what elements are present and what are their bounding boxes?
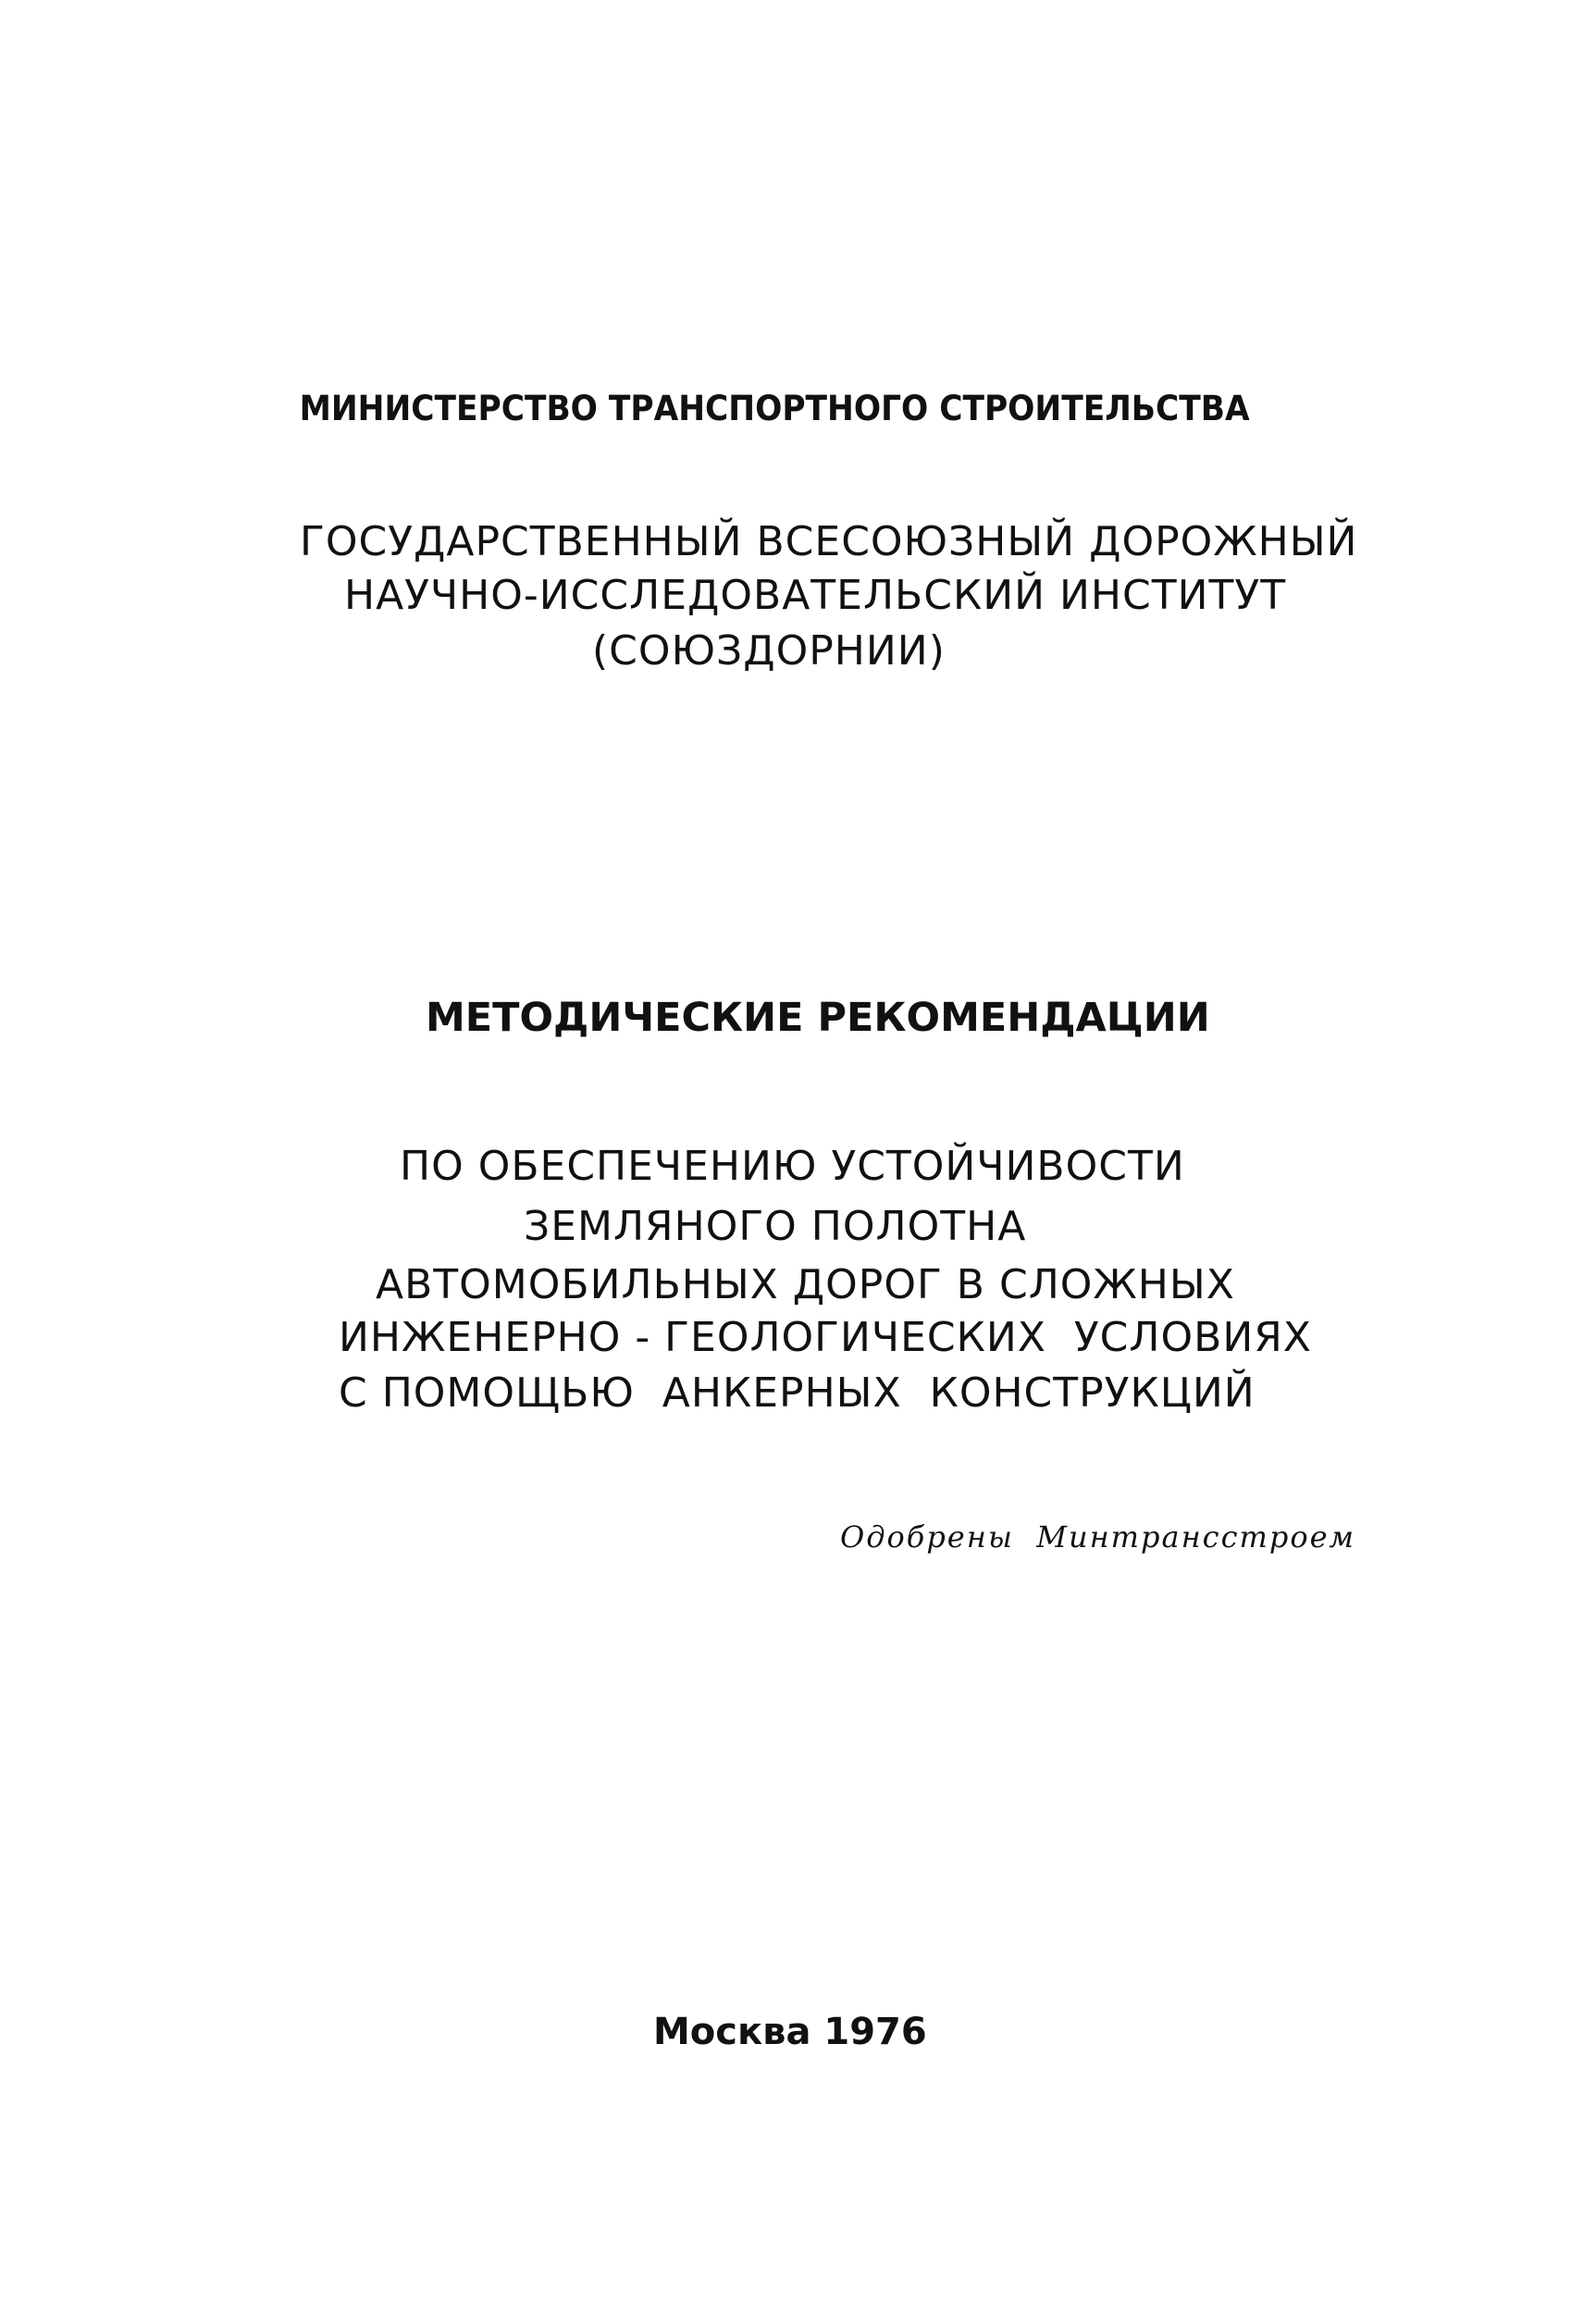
document-title-line-2: ЗЕМЛЯНОГО ПОЛОТНА xyxy=(524,1203,1027,1250)
publication-place-year: Москва 1976 xyxy=(653,2011,927,2053)
document-title-line-1: ПО ОБЕСПЕЧЕНИЮ УСТОЙЧИВОСТИ xyxy=(400,1143,1185,1190)
institute-name-line-1: ГОСУДАРСТВЕННЫЙ ВСЕСОЮЗНЫЙ ДОРОЖНЫЙ xyxy=(300,518,1358,565)
document-type: МЕТОДИЧЕСКИЕ РЕКОМЕНДАЦИИ xyxy=(426,995,1210,1041)
document-title-line-5: С ПОМОЩЬЮ АНКЕРНЫХ КОНСТРУКЦИЙ xyxy=(339,1369,1256,1417)
institute-name-line-2: НАУЧНО-ИССЛЕДОВАТЕЛЬСКИЙ ИНСТИТУТ xyxy=(344,572,1287,619)
institute-abbreviation: (СОЮЗДОРНИИ) xyxy=(592,627,946,675)
ministry-name: МИНИСТЕРСТВО ТРАНСПОРТНОГО СТРОИТЕЛЬСТВА xyxy=(299,389,1250,428)
document-title-line-3: АВТОМОБИЛЬНЫХ ДОРОГ В СЛОЖНЫХ xyxy=(376,1261,1235,1308)
document-title-line-4: ИНЖЕНЕРНО - ГЕОЛОГИЧЕСКИХ УСЛОВИЯХ xyxy=(339,1314,1312,1361)
approval-note: Одобрены Минтрансстроем xyxy=(840,1519,1356,1555)
